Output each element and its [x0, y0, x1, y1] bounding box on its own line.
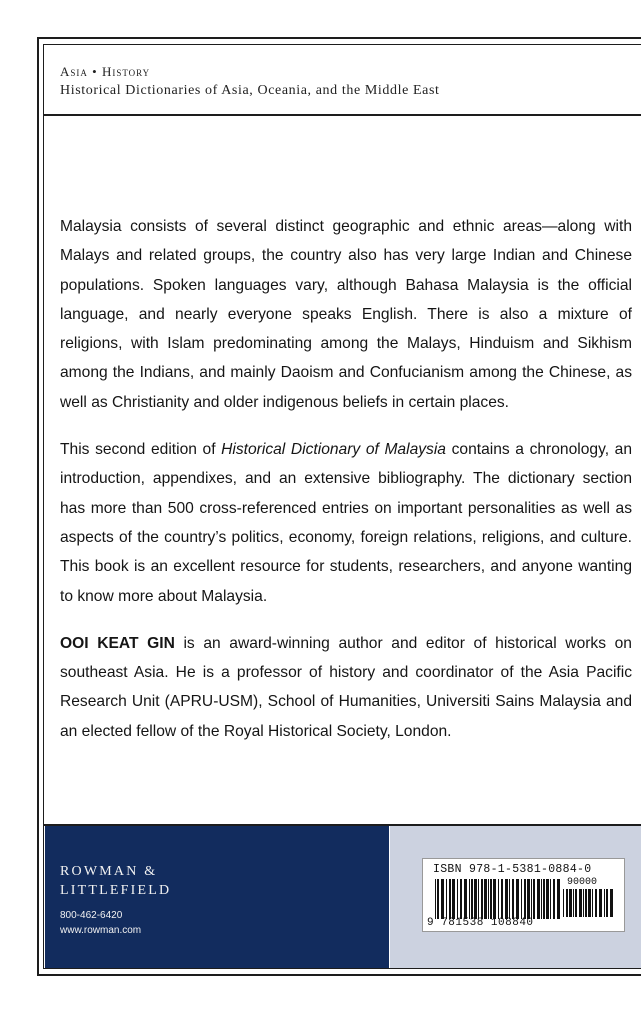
series-header: [43, 44, 641, 116]
publisher-logo-line-1: ROWMAN &: [60, 864, 158, 879]
isbn-barcode: [422, 858, 625, 932]
barcode-panel: [390, 826, 641, 968]
book-title: Historical Dictionary of Malaysia: [221, 441, 446, 459]
back-cover-blurb: [60, 212, 632, 764]
publisher-website: www.rowman.com: [60, 925, 142, 936]
ean-digits: 9 781538 108840: [427, 917, 534, 929]
series-label: Asia • History: [60, 64, 151, 79]
author-bio: [60, 629, 632, 746]
isbn-number: ISBN 978-1-5381-0884-0: [433, 863, 592, 876]
author-name: OOI KEAT GIN: [60, 634, 175, 652]
publisher-logo-line-2: LITTLEFIELD: [60, 883, 172, 898]
publisher-phone: 800-462-6420: [60, 910, 123, 921]
blurb-text: contains a chronology, an introduction, appendixes, and an extensive bibliography. The dictionary section has more than 500 cross-referenced entries on important personalities as well as aspects of the country’s politics, economy, foreign relations, religions, and culture. This book is an excellent resource for students, researchers, and anyone wanting to know more about Malaysia.: [60, 441, 632, 605]
author-bio-text: is an award-winning author and editor of historical works on southeast Asia. He is a professor of history and coordinator of the Asia Pacific Research Unit (APRU-USM), School of Humanities, Universiti Sains Malaysia and an elected fellow of the Royal Historical Society, London.: [60, 634, 632, 740]
blurb-paragraph-2: [60, 435, 632, 611]
ean-barcode-icon: [435, 879, 561, 919]
publisher-panel: [45, 826, 389, 968]
series-title: Historical Dictionaries of Asia, Oceania, and the Middle East: [60, 83, 440, 98]
blurb-text: This second edition of: [60, 441, 222, 459]
blurb-paragraph-1: Malaysia consists of several distinct geographic and ethnic areas—along with Malays and related groups, the country also has very large Indian and Chinese populations. Spoken languages vary, although Bahasa Malaysia is the official language, and nearly everyone speaks English. There is also a mixture of religions, with Islam predominating among the Malays, Hinduism and Sikhism among the Indians, and mainly Daoism and Confucianism among the Chinese, as well as Christianity and older indigenous beliefs in certain places.: [60, 218, 632, 411]
price-addon-barcode-icon: [563, 889, 613, 917]
price-code: 90000: [567, 877, 598, 888]
